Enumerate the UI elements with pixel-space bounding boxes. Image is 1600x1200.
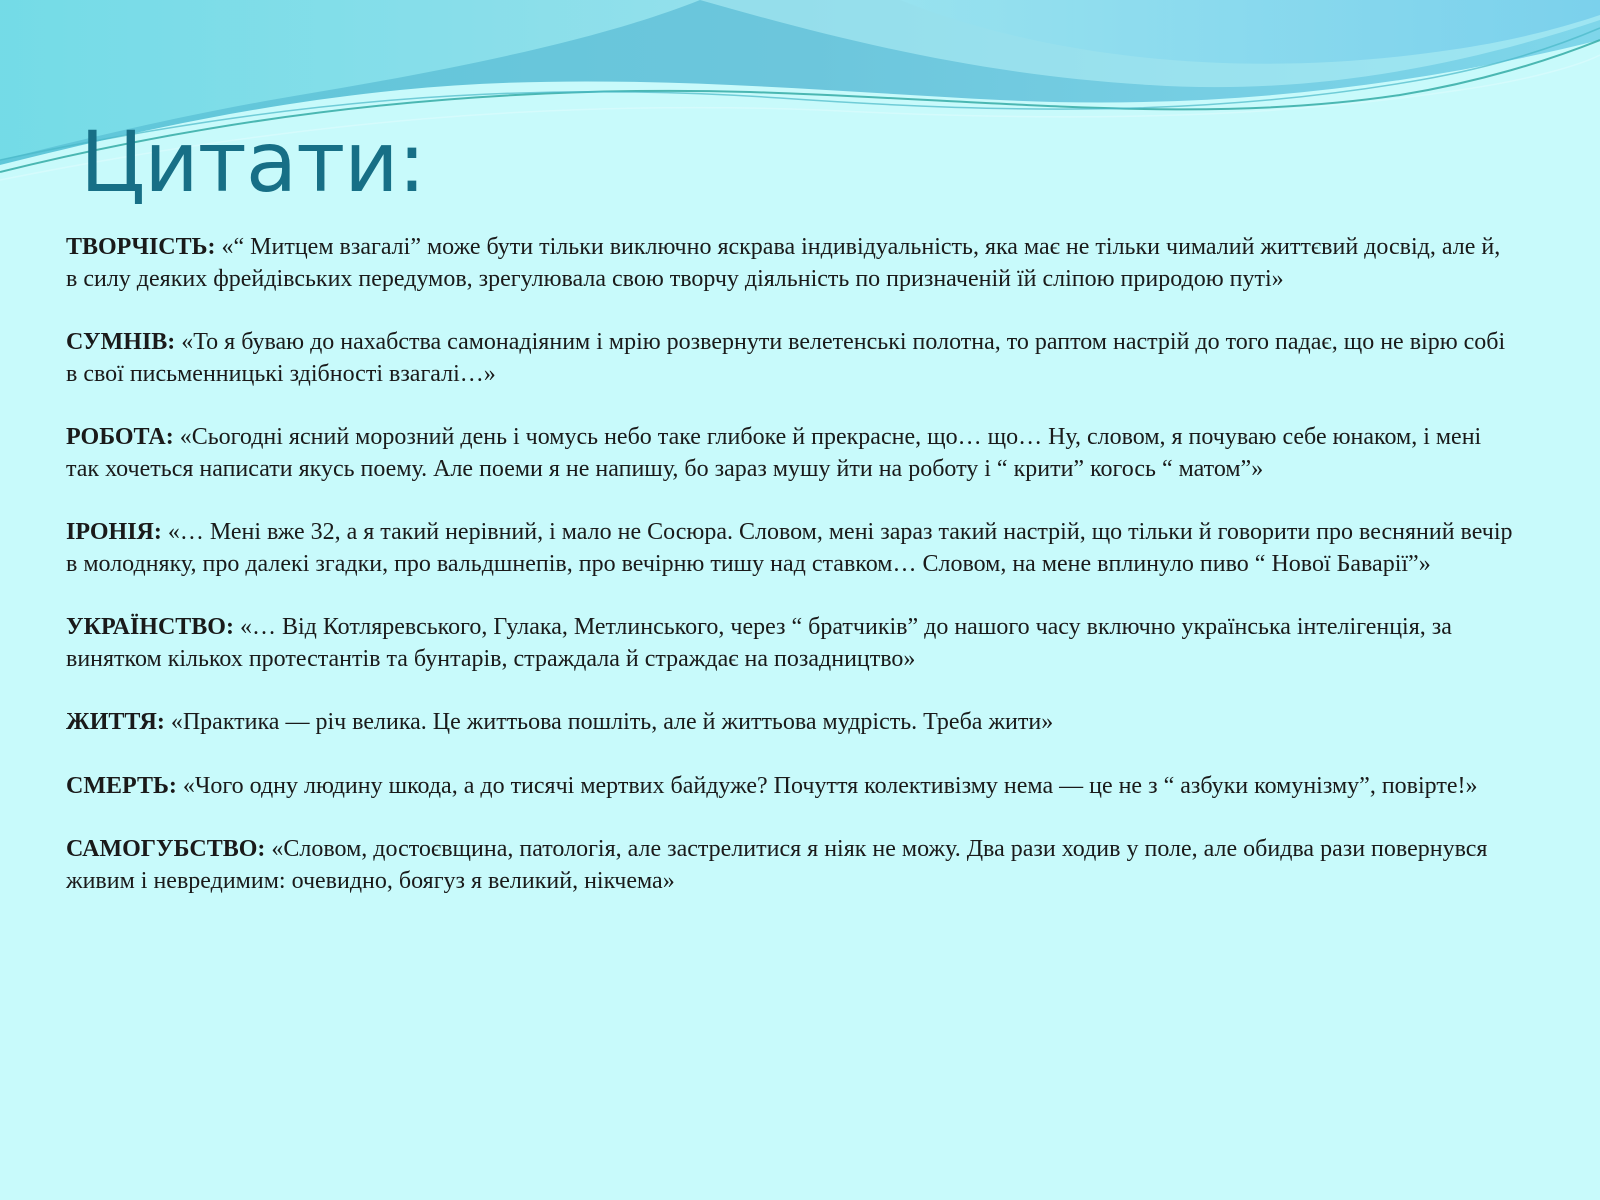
quote-life [66, 707, 1516, 739]
quote-label: РОБОТА: [66, 424, 174, 450]
quote-text: «… Мені вже 32, а я такий нерівний, і мало не Сосюра. Словом, мені зараз такий настрій, що тільки й говорити про весняний вечір в молодняку, про далекі згадки, про вальдшнепів, про вечірню тишу над ставком… Словом, на мене вплинуло пиво “ Нової Баварії”» [66, 519, 1513, 577]
quote-text: «То я буваю до нахабства самонадіяним і мрію розвернути велетенські полотна, то раптом настрій до того падає, що не вірю собі в свої письменницькі здібності взагалі…» [66, 329, 1506, 387]
slide-title: Цитати: [80, 113, 426, 211]
quote-label: СУМНІВ: [66, 329, 176, 355]
quote-creativity [66, 232, 1516, 295]
quote-label: ТВОРЧІСТЬ: [66, 234, 216, 260]
quote-label: ІРОНІЯ: [66, 519, 162, 545]
quote-label: САМОГУБСТВО: [66, 836, 266, 862]
quotes-list [66, 232, 1516, 929]
quote-doubt [66, 327, 1516, 390]
quote-text: «Словом, достоєвщина, патологія, але застрелитися я ніяк не можу. Два рази ходив у поле, але обидва рази повернувся живим і невредимим: очевидно, боягуз я великий, нікчема» [66, 836, 1488, 894]
quote-work [66, 422, 1516, 485]
quote-text: «Сьогодні ясний морозний день і чомусь небо таке глибоке й прекрасне, що… що… Ну, словом, я почуваю себе юнаком, і мені так хочеться написати якусь поему. Але поеми я не напишу, бо зараз мушу йти на роботу і “ крити” когось “ матом”» [66, 424, 1482, 482]
quote-label: УКРАЇНСТВО: [66, 614, 234, 640]
quote-irony [66, 517, 1516, 580]
quote-label: СМЕРТЬ: [66, 772, 177, 799]
quote-text: «Практика — річ велика. Це життьова пошліть, але й життьова мудрість. Треба жити» [164, 709, 1054, 735]
quote-suicide [66, 834, 1516, 897]
quote-label: ЖИТТЯ: [66, 709, 165, 735]
quote-ukrainianness [66, 612, 1516, 675]
quote-text: «… Від Котляревського, Гулака, Метлинського, через “ братчиків” до нашого часу включно українська інтелігенція, за винятком кількох протестантів та бунтарів, страждала й страждає на позадництво» [66, 614, 1452, 672]
quote-text: «“ Митцем взагалі” може бути тільки виключно яскрава індивідуальність, яка має не тільки чималий життєвий досвід, але й, в силу деяких фрейдівських передумов, зрегулювала свою творчу діяльність по призначеній їй сліпою природою путі» [66, 234, 1501, 292]
quote-text: «Чого одну людину шкода, а до тисячі мертвих байдуже? Почуття колективізму нема — це не з “ азбуки комунізму”, повірте!» [176, 772, 1478, 799]
quote-death [66, 771, 1516, 803]
